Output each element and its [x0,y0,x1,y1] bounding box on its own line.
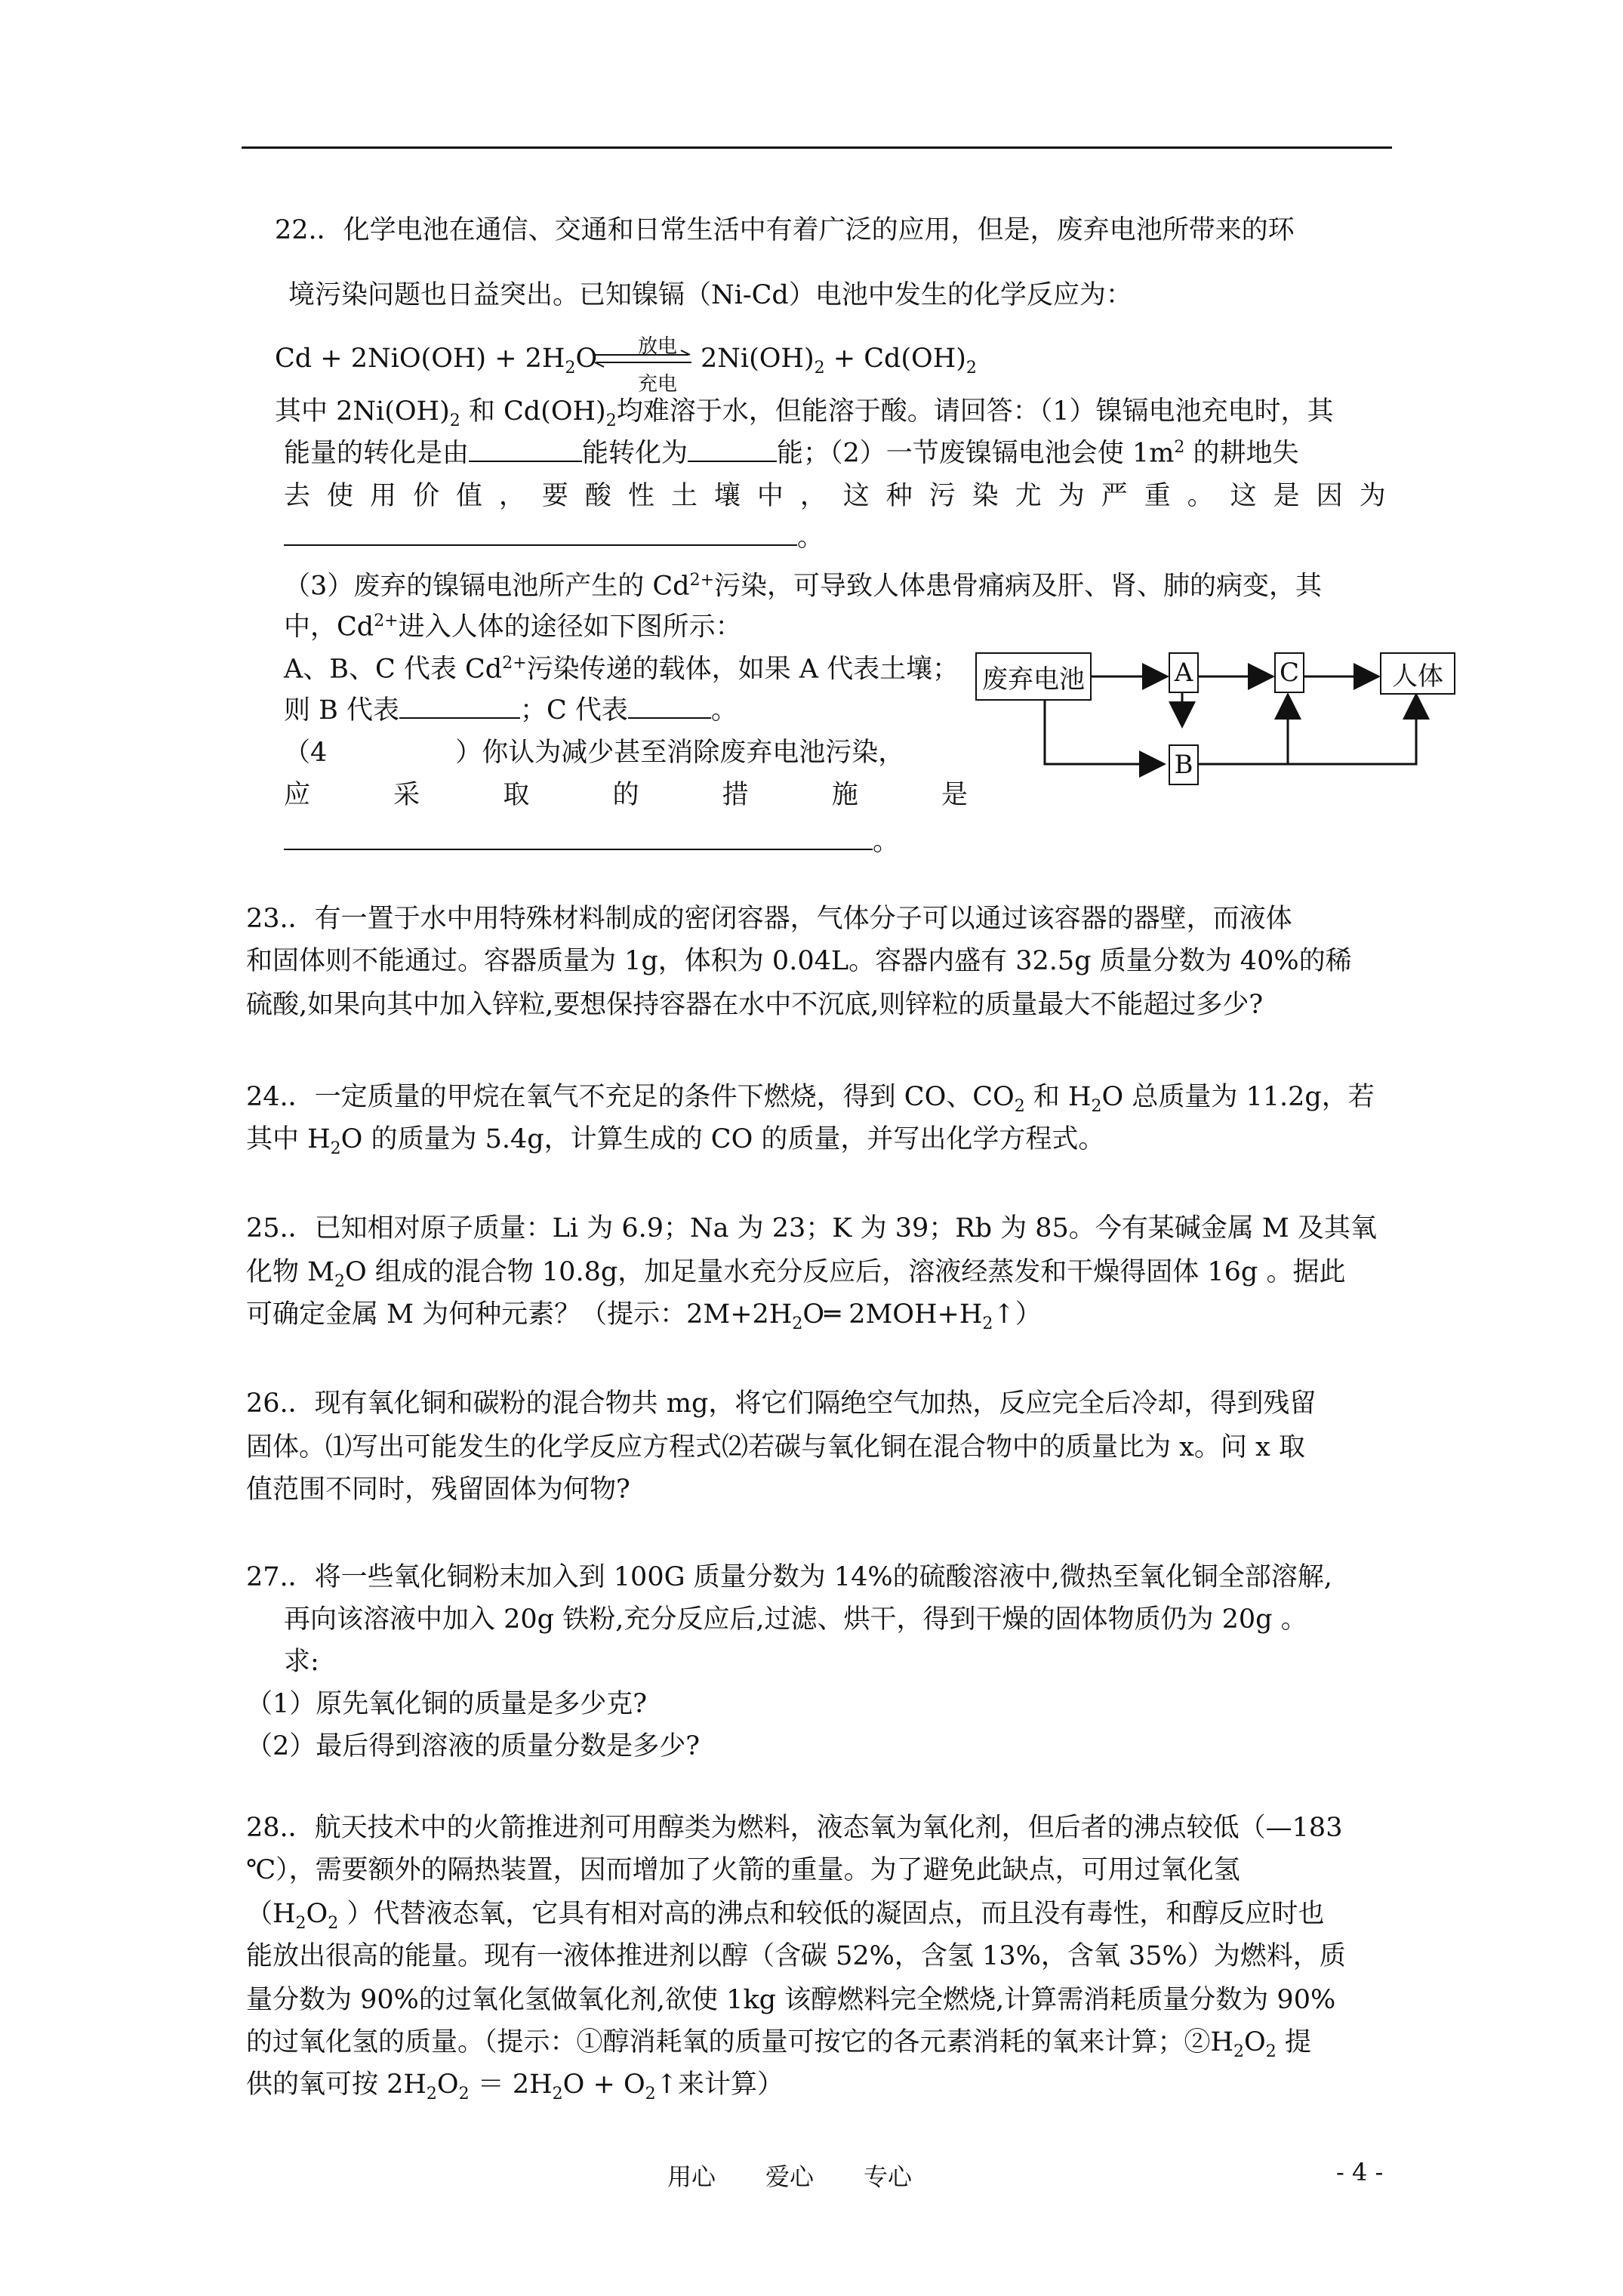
q22-l6-char: 要 [541,481,568,511]
q22-l6-char: 染 [972,481,999,511]
q22-l6-char: 种 [885,481,913,511]
equation-discharge-label: 放电 [637,335,677,358]
equation-charge-label: 充电 [637,373,677,396]
q27-line-2: 再向该溶液中加入 20g 铁粉,充分反应后,过滤、烘干，得到干燥的固体物质仍为 20g 。 [284,1604,1307,1635]
answer-blank[interactable] [469,456,582,462]
answer-blank[interactable] [628,713,711,719]
box-waste-battery: 废弃电池 [975,652,1092,701]
q22-l6-char: 为 [1058,481,1085,511]
q22-l6-char: ， [799,481,827,511]
q22-line-6 [284,483,1386,510]
q22-line-12: （4 ）你认为减少甚至消除废弃电池污染， [284,738,905,768]
q22-l6-char: ， [498,481,525,511]
q22-l6-char: 因 [1316,481,1343,511]
q28-line-7: 供的氧可按 $2H_2O_2 = 2H_2O$ + $O_2↑$来计算） [246,2069,784,2103]
q27-line-1: 27.．将一些氧化铜粉末加入到 100G 质量分数为 14%的硫酸溶液中,微热至氧化铜全部溶解, [246,1562,1332,1592]
q28-line-4: 能放出很高的能量。现有一液体推进剂以醇（含碳 52%，含氢 13%，含氧 35%）为燃料，质 [246,1941,1346,1971]
q22-line-11: 则 B 代表 ；C 代表 。 [284,695,738,726]
q22-line-13 [284,782,968,809]
q22-l6-char: 。 [1187,481,1214,511]
q22-l6-char: 严 [1101,481,1128,511]
q27-line-3: 求: [284,1647,319,1677]
q22-line-1: 22.．化学电池在通信、交通和日常生活中有着广泛的应用，但是，废弃电池所带来的环 [275,215,1295,245]
q22-l6-char: 重 [1144,481,1171,511]
q22-l6-char: 壤 [713,481,741,511]
q27-line-5: （2）最后得到溶液的质量分数是多少? [246,1731,701,1761]
q23-line-2: 和固体则不能通过。容器质量为 1g，体积为 0.04L。容器内盛有 32.5g 质量分数为 40%的稀 [246,946,1352,976]
q22-l13-char: 应 [284,780,311,810]
q22-l6-char: 价 [412,481,439,511]
q22-equation-right: $2Ni(OH)_2 + Cd(OH)_2$ [701,344,977,378]
q23-line-1: 23.．有一置于水中用特殊材料制成的密闭容器，气体分子可以通过该容器的器壁，而液体 [246,904,1292,934]
answer-blank[interactable] [284,844,873,850]
q25-line-1: 25.．已知相对原子质量：Li 为 6.9；Na 为 23；K 为 39；Rb 为 85。今有某碱金属 M 及其氧 [246,1213,1377,1244]
answer-blank[interactable] [284,540,797,546]
q26-line-3: 值范围不同时，残留固体为何物? [246,1475,630,1505]
page-number: - 4 - [1336,2158,1384,2187]
q22-l13-char: 取 [503,780,530,810]
q22-l6-char: 使 [326,481,353,511]
q22-l6-char: 为 [1359,481,1386,511]
q25-line-2: 化物 $M_2O$ 组成的混合物 10.8g，加足量水充分反应后，溶液经蒸发和干燥得固体 16g 。据此 [246,1257,1346,1291]
q28-line-3: （$H_2O_2$ ）代替液态氧，它具有相对高的沸点和较低的凝固点，而且没有毒性，和醇反应时也 [246,1899,1325,1933]
q24-line-2: 其中 $H_2O$ 的质量为 5.4g，计算生成的 CO 的质量，并写出化学方程式。 [246,1124,1105,1158]
q28-line-5: 量分数为 90%的过氧化氢做氧化剂,欲使 1kg 该醇燃料完全燃烧,计算需消耗质量分数为 90% [246,1985,1336,2015]
q23-line-3: 硫酸,如果向其中加入锌粒,要想保持容器在水中不沉底,则锌粒的质量最大不能超过多少? [246,990,1264,1020]
q22-l6-char: 尤 [1015,481,1042,511]
q25-line-3: 可确定金属 M 为何种元素？（提示：$2M+2H_2O═$ $2MOH+H_2↑$） [246,1299,1042,1333]
box-a: A [1169,652,1199,693]
q22-equation: $Cd + 2NiO(OH) + 2H_2O$ [275,344,598,378]
q22-line-9: 中，$Cd^{2+}$进入人体的途径如下图所示： [284,612,742,643]
footer-motto-3: 专心 [864,2162,913,2191]
q24-line-1: 24.．一定质量的甲烷在氧气不充足的条件下燃烧，得到 CO、$CO_2$ 和 $H_2O$ 总质量为 11.2g，若 [246,1082,1375,1116]
q22-line-10: A、B、C 代表 $Cd^{2+}$污染传递的载体，如果 A 代表土壤； [284,654,959,685]
q22-line-14: 。 [284,829,899,855]
q28-line-2: ℃），需要额外的隔热装置，因而增加了火箭的重量。为了避免此缺点，可用过氧化氢 [246,1855,1240,1885]
header-rule [242,146,1392,149]
box-b: B [1169,744,1199,785]
q22-l13-char: 采 [393,780,420,810]
q22-l6-char: 这 [842,481,870,511]
q28-line-1: 28.．航天技术中的火箭推进剂可用醇类为燃料，液态氧为氧化剂，但后者的沸点较低（—183 [246,1813,1343,1843]
q22-l6-char: 土 [670,481,698,511]
q22-l13-char: 是 [941,780,968,810]
box-human-body: 人体 [1380,652,1455,695]
footer-motto-2: 爱心 [765,2162,815,2191]
q22-l6-char: 中 [756,481,784,511]
q22-l13-char: 的 [612,780,639,810]
box-c: C [1274,652,1304,693]
footer-motto-1: 用心 [667,2162,716,2191]
q28-line-6: 的过氧化氢的质量。（提示：①醇消耗氧的质量可按它的各元素消耗的氧来计算；$②H_2O_2$ 提 [246,2027,1311,2061]
q22-line-8: （3）废弃的镍镉电池所产生的 $Cd^{2+}$污染，可导致人体患骨痛病及肝、肾、肺的病变，其 [284,571,1323,602]
q22-line-5: 能量的转化是由 能转化为 能；（2）一节废镍镉电池会使 $1m^2$ 的耕地失 [284,438,1299,469]
q27-line-4: （1）原先氧化铜的质量是多少克? [246,1689,648,1719]
q22-line-2: 境污染问题也日益突出。已知镍镉（Ni-Cd）电池中发生的化学反应为： [288,280,1132,310]
q22-l6-char: 污 [929,481,956,511]
q22-l6-char: 值 [455,481,482,511]
q26-line-2: 固体。⑴写出可能发生的化学反应方程式⑵若碳与氧化铜在混合物中的质量比为 x。问 x 取 [246,1432,1305,1462]
q22-l13-char: 施 [831,780,858,810]
q22-l13-char: 措 [722,780,749,810]
q22-l6-char: 酸 [584,481,611,511]
q26-line-1: 26.．现有氧化铜和碳粉的混合物共 mg，将它们隔绝空气加热，反应完全后冷却，得到残留 [246,1388,1317,1419]
q22-l6-char: 去 [284,481,311,511]
answer-blank[interactable] [688,456,777,462]
q22-l6-char: 用 [369,481,396,511]
q22-line-4: 其中 $2Ni(OH)_2$ 和 $Cd(OH)_2$均难溶于水，但能溶于酸。请回答：（1）镍镉电池充电时，其 [275,396,1334,430]
q22-l6-char: 性 [627,481,654,511]
q22-l6-char: 是 [1273,481,1300,511]
q22-l6-char: 这 [1230,481,1257,511]
answer-blank[interactable] [399,713,520,719]
q22-line-7: 。 [284,525,824,551]
